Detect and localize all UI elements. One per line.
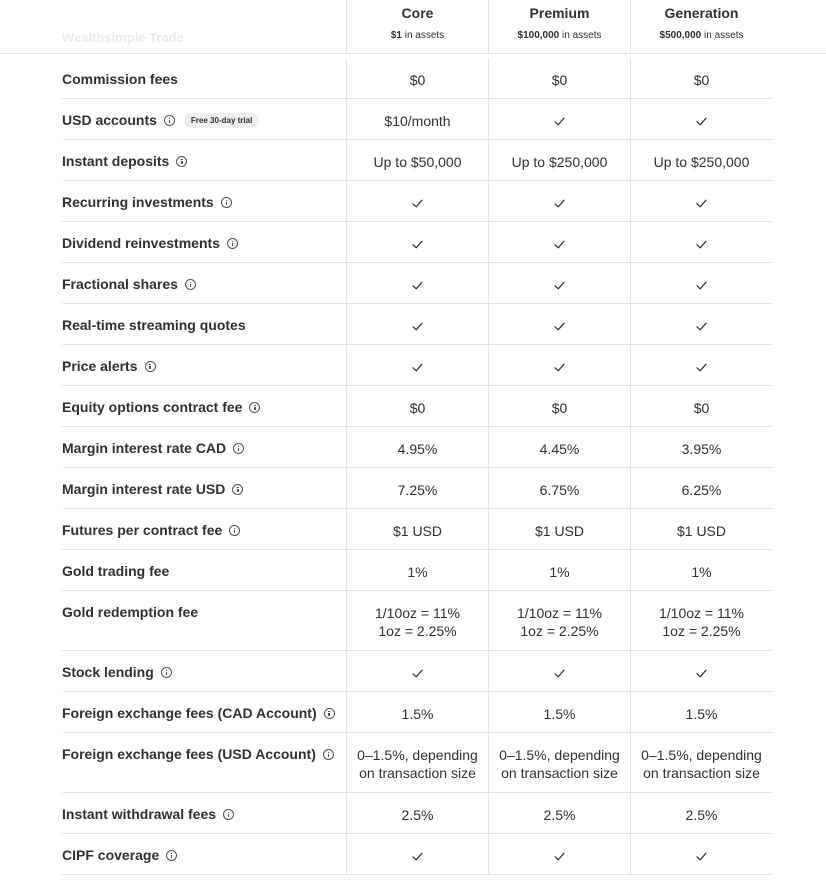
feature-name: Equity options contract fee: [62, 399, 243, 415]
tier-premium: [488, 0, 630, 54]
checkmark-icon: [411, 667, 424, 680]
value-cell: [346, 591, 488, 650]
feature-label: [62, 71, 178, 87]
checkmark-icon: [553, 115, 566, 128]
checkmark-icon: [695, 279, 708, 292]
value-cell: [488, 509, 630, 549]
table-row: [62, 793, 772, 834]
value-cell: [488, 793, 630, 833]
feature-name: Margin interest rate CAD: [62, 440, 227, 456]
info-circle-icon[interactable]: [223, 809, 234, 820]
table-row: [62, 345, 772, 386]
value-text: $1 USD: [392, 523, 443, 539]
value-text: 2.5%: [543, 807, 576, 823]
table-row: [62, 304, 772, 345]
value-cell: [346, 550, 488, 590]
feature-label: [62, 440, 244, 456]
table-row: [62, 509, 772, 550]
value-cell: [488, 591, 630, 650]
value-line: 1/10oz = 11%: [517, 605, 602, 621]
value-cell: [346, 468, 488, 508]
value-cell: [630, 99, 772, 139]
tier-name: Premium: [529, 5, 590, 21]
feature-name: Recurring investments: [62, 194, 214, 210]
feature-comparison-table: [62, 58, 772, 875]
value-text: $0: [551, 72, 568, 88]
feature-label: [62, 847, 177, 863]
feature-name: Commission fees: [62, 71, 178, 87]
table-row: [62, 140, 772, 181]
checkmark-icon: [553, 197, 566, 210]
checkmark-icon: [411, 197, 424, 210]
table-row: [62, 99, 772, 140]
value-text: 1.5%: [401, 706, 434, 722]
value-cell: [630, 427, 772, 467]
info-circle-icon[interactable]: [232, 484, 243, 495]
value-text: 6.25%: [681, 482, 722, 498]
table-row: [62, 550, 772, 591]
value-cell: [346, 509, 488, 549]
info-circle-icon[interactable]: [166, 850, 177, 861]
checkmark-icon: [553, 320, 566, 333]
table-row: [62, 222, 772, 263]
value-text: Up to $250,000: [511, 154, 608, 170]
value-cell: [346, 263, 488, 303]
value-line: 0–1.5%, depending: [499, 747, 620, 763]
value-cell: [346, 651, 488, 691]
value-cell: [488, 304, 630, 344]
feature-label: [62, 358, 156, 374]
value-cell: [488, 692, 630, 732]
value-cell: [346, 140, 488, 180]
feature-name: Stock lending: [62, 664, 154, 680]
feature-label: [62, 604, 198, 620]
table-row: [62, 468, 772, 509]
info-circle-icon[interactable]: [324, 708, 335, 719]
table-row: [62, 181, 772, 222]
table-row: [62, 651, 772, 692]
feature-label: [62, 481, 243, 497]
value-cell: [488, 834, 630, 874]
info-circle-icon[interactable]: [221, 197, 232, 208]
value-text: 1%: [407, 564, 428, 580]
value-text: 4.95%: [397, 441, 438, 457]
value-cell: [488, 345, 630, 385]
value-cell: [630, 509, 772, 549]
value-cell: [346, 733, 488, 792]
value-text: 1%: [549, 564, 570, 580]
value-cell: [488, 181, 630, 221]
feature-label: [62, 153, 187, 169]
feature-label: [62, 522, 240, 538]
value-cell: [346, 304, 488, 344]
feature-name: Instant deposits: [62, 153, 170, 169]
value-cell: [630, 304, 772, 344]
info-circle-icon[interactable]: [164, 115, 175, 126]
checkmark-icon: [553, 238, 566, 251]
value-text: 6.75%: [539, 482, 580, 498]
tier-name: Core: [401, 5, 434, 21]
feature-name: Real-time streaming quotes: [62, 317, 246, 333]
feature-name: Fractional shares: [62, 276, 178, 292]
checkmark-icon: [553, 667, 566, 680]
checkmark-icon: [695, 197, 708, 210]
value-line: on transaction size: [359, 765, 476, 781]
value-text: $10/month: [384, 113, 451, 129]
feature-name: Gold redemption fee: [62, 604, 199, 620]
value-line: on transaction size: [501, 765, 618, 781]
feature-label: [62, 317, 246, 333]
value-text: 2.5%: [401, 807, 434, 823]
feature-label: [62, 806, 234, 822]
value-cell: [346, 793, 488, 833]
value-line: 1oz = 2.25%: [520, 623, 599, 639]
info-circle-icon[interactable]: [227, 238, 238, 249]
value-line: 1/10oz = 11%: [659, 605, 744, 621]
value-line: 0–1.5%, depending: [641, 747, 762, 763]
feature-label: [62, 112, 259, 128]
value-cell: [488, 222, 630, 262]
plan-header: [0, 0, 826, 54]
tier-core: [346, 0, 488, 54]
checkmark-icon: [411, 361, 424, 374]
table-row: [62, 591, 772, 651]
value-cell: [630, 222, 772, 262]
value-cell: [346, 834, 488, 874]
value-cell: [488, 386, 630, 426]
checkmark-icon: [695, 115, 708, 128]
value-cell: [630, 386, 772, 426]
value-text: $0: [693, 72, 710, 88]
tier-assets: $500,000 in assets: [659, 30, 744, 41]
feature-name: Dividend reinvestments: [62, 235, 220, 251]
value-text: $0: [693, 400, 710, 416]
value-cell: [630, 550, 772, 590]
value-text: 1.5%: [543, 706, 576, 722]
value-line: 0–1.5%, depending: [357, 747, 478, 763]
table-row: [62, 834, 772, 875]
checkmark-icon: [695, 667, 708, 680]
value-text: $1 USD: [534, 523, 585, 539]
checkmark-icon: [411, 279, 424, 292]
feature-name: Gold trading fee: [62, 563, 170, 579]
value-cell: [488, 140, 630, 180]
value-cell: [630, 468, 772, 508]
checkmark-icon: [553, 279, 566, 292]
feature-name: Instant withdrawal fees: [62, 806, 217, 822]
checkmark-icon: [695, 320, 708, 333]
feature-label: [62, 563, 169, 579]
table-row: [62, 263, 772, 304]
table-row: [62, 427, 772, 468]
value-cell: [630, 793, 772, 833]
info-circle-icon[interactable]: [145, 361, 156, 372]
info-circle-icon[interactable]: [229, 525, 240, 536]
feature-name: USD accounts: [62, 112, 157, 128]
value-text: 2.5%: [685, 807, 718, 823]
feature-label: [62, 399, 260, 415]
table-row: [62, 386, 772, 427]
tier-name: Generation: [664, 5, 739, 21]
feature-name: Foreign exchange fees (USD Account): [62, 746, 316, 762]
checkmark-icon: [411, 238, 424, 251]
feature-name: Foreign exchange fees (CAD Account): [62, 705, 317, 721]
checkmark-icon: [411, 850, 424, 863]
value-cell: [346, 58, 488, 98]
feature-label: [62, 194, 232, 210]
value-cell: [488, 99, 630, 139]
checkmark-icon: [695, 238, 708, 251]
info-circle-icon[interactable]: [176, 156, 187, 167]
value-cell: [488, 58, 630, 98]
value-line: 1oz = 2.25%: [378, 623, 457, 639]
info-circle-icon[interactable]: [249, 402, 260, 413]
feature-name: Margin interest rate USD: [62, 481, 226, 497]
checkmark-icon: [553, 361, 566, 374]
info-circle-icon[interactable]: [233, 443, 244, 454]
value-cell: [630, 651, 772, 691]
value-cell: [346, 692, 488, 732]
table-row: [62, 58, 772, 99]
value-cell: [488, 651, 630, 691]
value-cell: [630, 58, 772, 98]
checkmark-icon: [553, 850, 566, 863]
value-text: $0: [409, 72, 426, 88]
value-line: on transaction size: [643, 765, 760, 781]
value-cell: [488, 427, 630, 467]
brand-name: Wealthsimple Trade: [62, 30, 184, 45]
value-cell: [346, 427, 488, 467]
value-text: $1 USD: [676, 523, 727, 539]
checkmark-icon: [411, 320, 424, 333]
tier-assets: $100,000 in assets: [517, 30, 602, 41]
value-text: 4.45%: [539, 441, 580, 457]
feature-label: [62, 705, 335, 721]
value-text: 3.95%: [681, 441, 722, 457]
value-cell: [630, 733, 772, 792]
value-cell: [346, 345, 488, 385]
value-text: $0: [409, 400, 426, 416]
feature-name: Price alerts: [62, 358, 138, 374]
info-circle-icon[interactable]: [161, 667, 172, 678]
value-text: 1%: [691, 564, 712, 580]
checkmark-icon: [695, 361, 708, 374]
value-cell: [630, 692, 772, 732]
feature-label: [62, 746, 334, 762]
feature-label: [62, 664, 172, 680]
value-cell: [630, 834, 772, 874]
value-cell: [630, 591, 772, 650]
table-row: [62, 692, 772, 733]
feature-label: [62, 276, 196, 292]
tier-assets: $1 in assets: [390, 30, 445, 41]
value-cell: [488, 550, 630, 590]
value-cell: [630, 345, 772, 385]
value-cell: [488, 468, 630, 508]
info-circle-icon[interactable]: [323, 749, 334, 760]
info-circle-icon[interactable]: [185, 279, 196, 290]
value-cell: [346, 222, 488, 262]
table-row: [62, 733, 772, 793]
value-text: 7.25%: [397, 482, 438, 498]
value-cell: [630, 181, 772, 221]
feature-name: Futures per contract fee: [62, 522, 223, 538]
value-cell: [346, 181, 488, 221]
value-cell: [630, 263, 772, 303]
value-line: 1oz = 2.25%: [662, 623, 741, 639]
value-cell: [488, 733, 630, 792]
value-cell: [488, 263, 630, 303]
checkmark-icon: [695, 850, 708, 863]
tier-generation: [630, 0, 772, 54]
feature-label: [62, 235, 238, 251]
trial-badge: Free 30-day trial: [184, 113, 259, 128]
feature-name: CIPF coverage: [62, 847, 160, 863]
value-text: Up to $50,000: [373, 154, 462, 170]
value-line: 1/10oz = 11%: [375, 605, 460, 621]
value-cell: [630, 140, 772, 180]
value-cell: [346, 386, 488, 426]
value-text: 1.5%: [685, 706, 718, 722]
value-cell: [346, 99, 488, 139]
value-text: Up to $250,000: [653, 154, 750, 170]
value-text: $0: [551, 400, 568, 416]
